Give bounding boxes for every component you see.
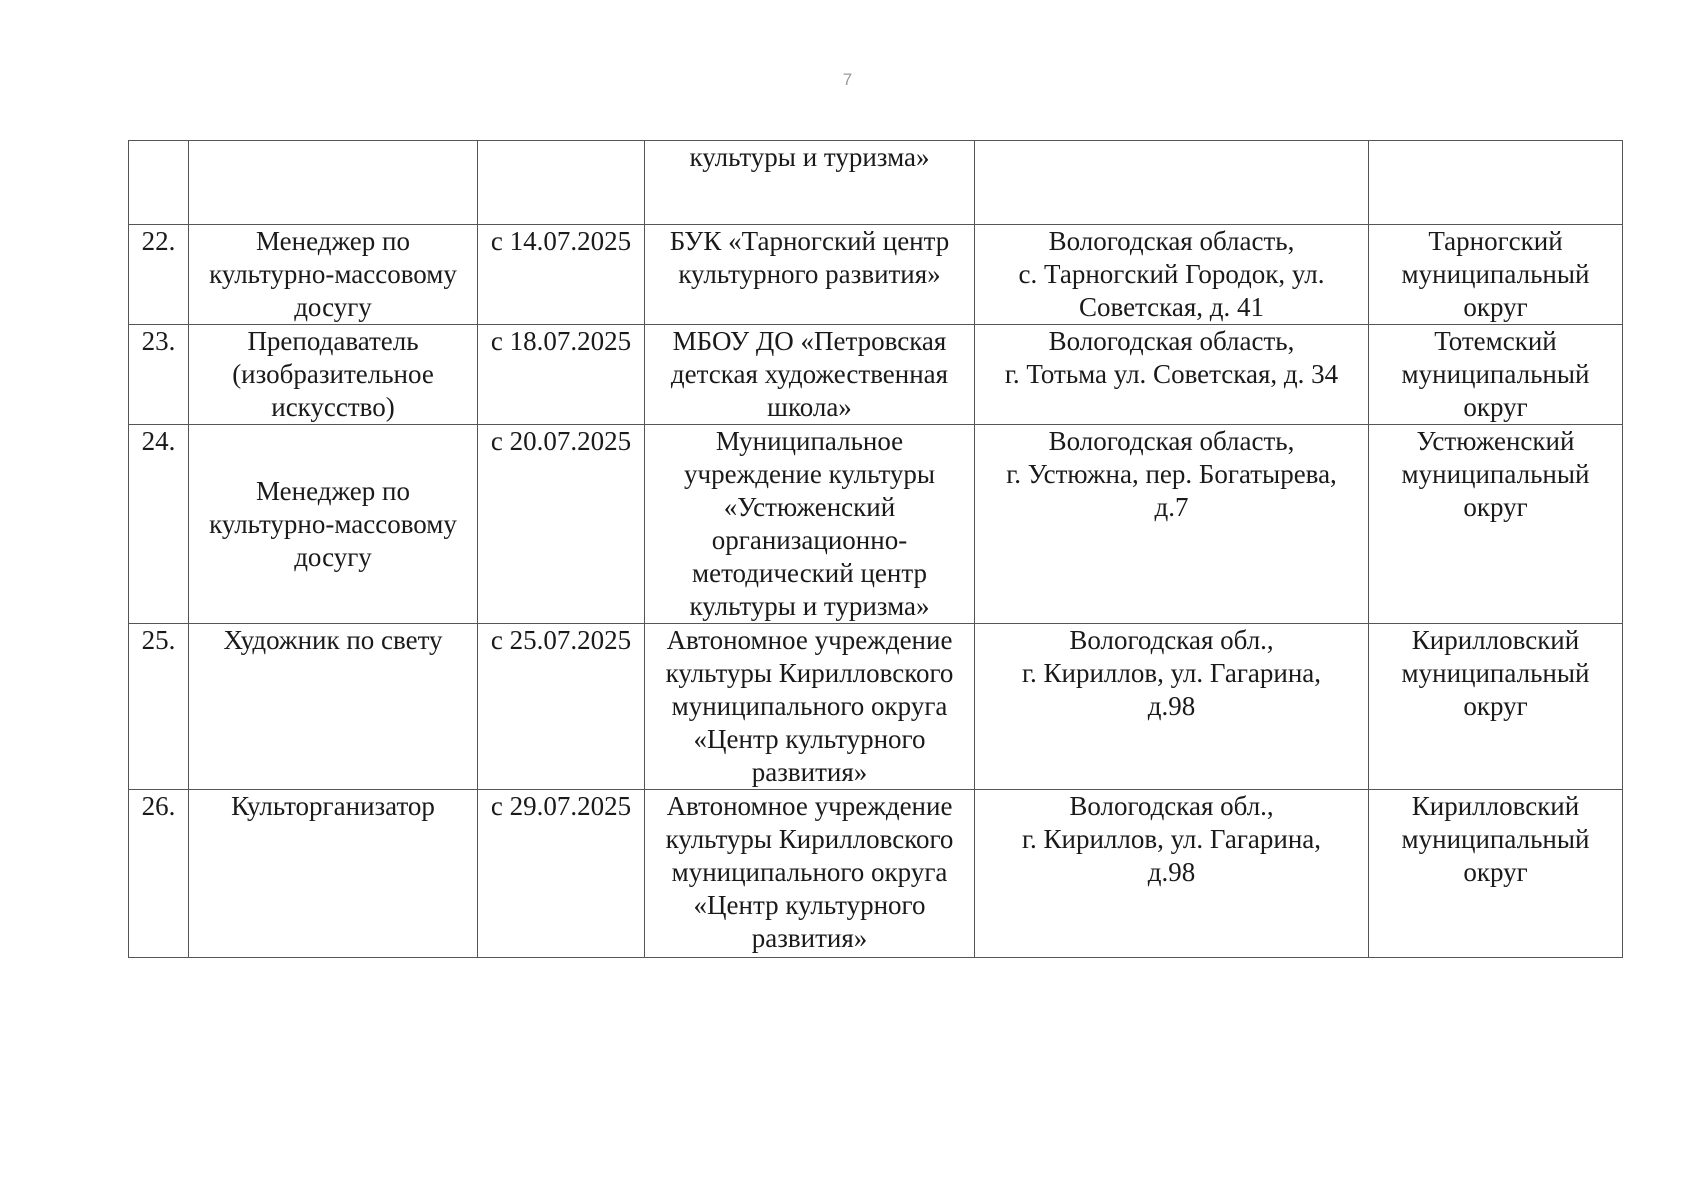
district-line: округ (1463, 492, 1528, 522)
table-row (129, 790, 1623, 958)
cell-address (975, 790, 1369, 958)
district-line: Тотемский (1434, 326, 1557, 356)
cell-num: 24. (129, 425, 189, 624)
cell-date: с 18.07.2025 (478, 325, 645, 425)
cell-district (1369, 425, 1623, 624)
district-line: округ (1463, 691, 1528, 721)
cell-date (478, 141, 645, 225)
organization-line: муниципального округа (671, 691, 948, 721)
cell-organization (645, 425, 975, 624)
address-line: г. Тотьма ул. Советская, д. 34 (1004, 359, 1339, 389)
cell-address (975, 225, 1369, 325)
organization-line: муниципального округа (671, 857, 948, 887)
cell-district (1369, 325, 1623, 425)
table-row (129, 624, 1623, 790)
district-line: Тарногский (1428, 226, 1563, 256)
table-row-continuation (129, 141, 1623, 225)
cell-district (1369, 790, 1623, 958)
cell-district (1369, 141, 1623, 225)
cell-num: 26. (129, 790, 189, 958)
position-line: Художник по свету (223, 625, 443, 655)
district-line: Устюженский (1416, 426, 1575, 456)
address-line: г. Кириллов, ул. Гагарина, (1021, 824, 1322, 854)
cell-organization (645, 141, 975, 225)
cell-date: с 25.07.2025 (478, 624, 645, 790)
organization-line: «Центр культурного (693, 724, 926, 754)
cell-position (189, 325, 478, 425)
organization-line: культурного развития» (678, 259, 941, 289)
district-line: муниципальный (1401, 459, 1590, 489)
organization-line: детская художественная (670, 359, 949, 389)
address-line: д.98 (1147, 691, 1196, 721)
organization-line: Муниципальное (715, 426, 904, 456)
district-line: муниципальный (1401, 259, 1590, 289)
cell-position (189, 141, 478, 225)
organization-line: МБОУ ДО «Петровская (672, 326, 947, 356)
address-line: Советская, д. 41 (1078, 292, 1265, 322)
district-line: муниципальный (1401, 359, 1590, 389)
cell-position (189, 225, 478, 325)
district-line: Кирилловский (1411, 791, 1580, 821)
address-line: с. Тарногский Городок, ул. (1018, 259, 1325, 289)
address-line: Вологодская область, (1048, 426, 1295, 456)
position-line: Преподаватель (247, 326, 419, 356)
position-line: досугу (294, 541, 372, 572)
cell-date: с 14.07.2025 (478, 225, 645, 325)
table-row (129, 425, 1623, 624)
table-row (129, 225, 1623, 325)
position-line: культурно-массовому (209, 508, 457, 539)
cell-date: с 29.07.2025 (478, 790, 645, 958)
organization-line: школа» (767, 392, 852, 422)
cell-address (975, 624, 1369, 790)
address-line: Вологодская обл., (1069, 625, 1274, 655)
table-row (129, 325, 1623, 425)
cell-organization (645, 225, 975, 325)
cell-address (975, 425, 1369, 624)
organization-line: Автономное учреждение (666, 625, 953, 655)
position-line: искусство) (271, 392, 395, 422)
address-line: г. Устюжна, пер. Богатырева, (1006, 459, 1337, 489)
organization-line: Автономное учреждение (666, 791, 953, 821)
district-line: муниципальный (1401, 658, 1590, 688)
cell-organization (645, 325, 975, 425)
address-line: д.98 (1147, 857, 1196, 887)
vacancies-table (128, 140, 1623, 958)
position-line: культурно-массовому (209, 259, 457, 289)
cell-num: 23. (129, 325, 189, 425)
organization-line: развития» (751, 757, 868, 787)
cell-organization (645, 790, 975, 958)
organization-line: культуры и туризма» (689, 591, 930, 621)
district-line: округ (1463, 292, 1528, 322)
cell-position (189, 425, 478, 624)
district-line: округ (1463, 857, 1528, 887)
organization-line: учреждение культуры (684, 459, 935, 489)
cell-district (1369, 225, 1623, 325)
position-line: Менеджер по (256, 226, 410, 256)
organization-line: культуры Кирилловского (665, 658, 954, 688)
cell-organization (645, 624, 975, 790)
position-line: досугу (294, 292, 372, 322)
organization-line: «Устюженский (723, 492, 896, 522)
cell-district (1369, 624, 1623, 790)
address-line: Вологодская обл., (1069, 791, 1274, 821)
district-line: муниципальный (1401, 824, 1590, 854)
organization-line: культуры и туризма» (689, 142, 930, 172)
organization-line: развития» (751, 923, 868, 953)
organization-line: культуры Кирилловского (665, 824, 954, 854)
page-number: 7 (842, 70, 853, 89)
address-line: г. Кириллов, ул. Гагарина, (1021, 658, 1322, 688)
cell-address (975, 141, 1369, 225)
cell-address (975, 325, 1369, 425)
cell-position (189, 790, 478, 958)
cell-date: с 20.07.2025 (478, 425, 645, 624)
district-line: округ (1463, 392, 1528, 422)
organization-line: БУК «Тарногский центр (669, 226, 950, 256)
address-line: Вологодская область, (1048, 226, 1295, 256)
cell-num: 22. (129, 225, 189, 325)
organization-line: методический центр (692, 558, 927, 588)
position-line: (изобразительное (232, 359, 434, 389)
cell-num: 25. (129, 624, 189, 790)
position-line: Культорганизатор (231, 791, 435, 821)
position-line: Менеджер по (256, 475, 410, 506)
cell-position (189, 624, 478, 790)
organization-line: организационно- (711, 525, 908, 555)
cell-num (129, 141, 189, 225)
address-line: Вологодская область, (1048, 326, 1295, 356)
district-line: Кирилловский (1411, 625, 1580, 655)
address-line: д.7 (1154, 492, 1189, 522)
organization-line: «Центр культурного (693, 890, 926, 920)
